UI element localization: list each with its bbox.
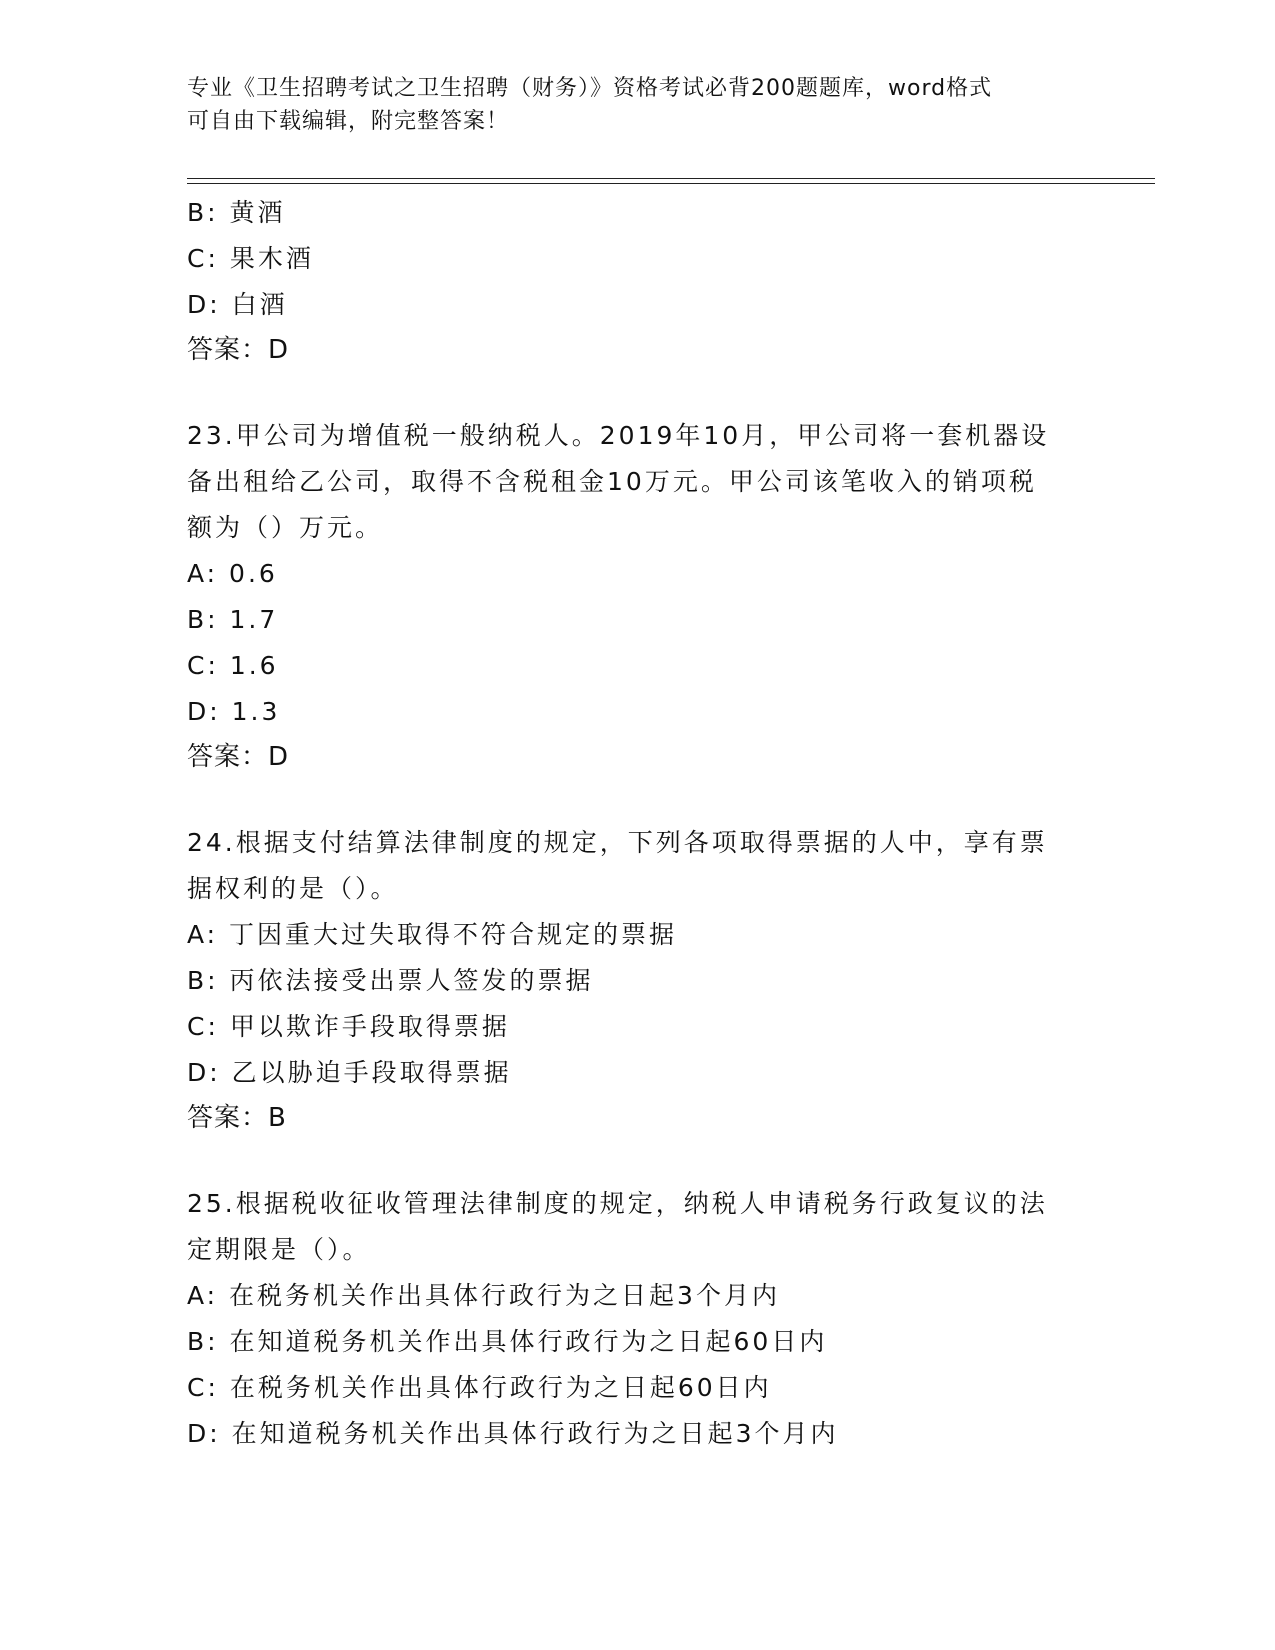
- option-d: D: 1.3: [187, 697, 281, 726]
- question-text-line: 备出租给乙公司，取得不含税租金10万元。甲公司该笔收入的销项税: [187, 467, 1037, 496]
- header-divider-bottom: [187, 183, 1155, 184]
- option-d: D: 乙以胁迫手段取得票据: [187, 1058, 512, 1087]
- option-d: D: 在知道税务机关作出具体行政行为之日起3个月内: [187, 1419, 839, 1448]
- spacer: [187, 779, 1087, 820]
- option-a: A: 0.6: [187, 559, 278, 588]
- question-text-line: 额为（）万元。: [187, 513, 384, 542]
- question-23: [187, 413, 1087, 779]
- option-a: A: 丁因重大过失取得不符合规定的票据: [187, 920, 678, 949]
- option-c: C: 果木酒: [187, 244, 314, 273]
- option-c: C: 甲以欺诈手段取得票据: [187, 1012, 510, 1041]
- question-text-line: 据权利的是（）。: [187, 874, 399, 903]
- document-header: [187, 72, 1067, 138]
- question-text-line: 24.根据支付结算法律制度的规定，下列各项取得票据的人中，享有票: [187, 828, 1048, 857]
- answer-label: 答案：B: [187, 1103, 287, 1133]
- option-a: A: 在税务机关作出具体行政行为之日起3个月内: [187, 1281, 780, 1310]
- question-text-line: 23.甲公司为增值税一般纳税人。2019年10月，甲公司将一套机器设: [187, 421, 1050, 450]
- header-title-line-2: 可自由下载编辑，附完整答案！: [187, 109, 510, 134]
- spacer: [187, 1140, 1087, 1181]
- spacer: [187, 372, 1087, 413]
- option-c: C: 在税务机关作出具体行政行为之日起60日内: [187, 1373, 772, 1402]
- answer-label: 答案：D: [187, 742, 290, 772]
- header-divider-top: [187, 178, 1155, 179]
- answer-label: 答案：D: [187, 335, 290, 365]
- option-b: B: 丙依法接受出票人签发的票据: [187, 966, 594, 995]
- option-d: D: 白酒: [187, 290, 288, 319]
- option-c: C: 1.6: [187, 651, 279, 680]
- question-22-continued: [187, 190, 1087, 372]
- option-b: B: 黄酒: [187, 198, 286, 227]
- header-title-line-1: 专业《卫生招聘考试之卫生招聘（财务）》资格考试必背200题题库，word格式: [187, 76, 993, 101]
- question-25: [187, 1181, 1087, 1457]
- question-text-line: 25.根据税收征收管理法律制度的规定，纳税人申请税务行政复议的法: [187, 1189, 1048, 1218]
- document-body: [187, 190, 1087, 1457]
- option-b: B: 1.7: [187, 605, 279, 634]
- option-b: B: 在知道税务机关作出具体行政行为之日起60日内: [187, 1327, 828, 1356]
- question-24: [187, 820, 1087, 1140]
- question-text-line: 定期限是（）。: [187, 1235, 371, 1264]
